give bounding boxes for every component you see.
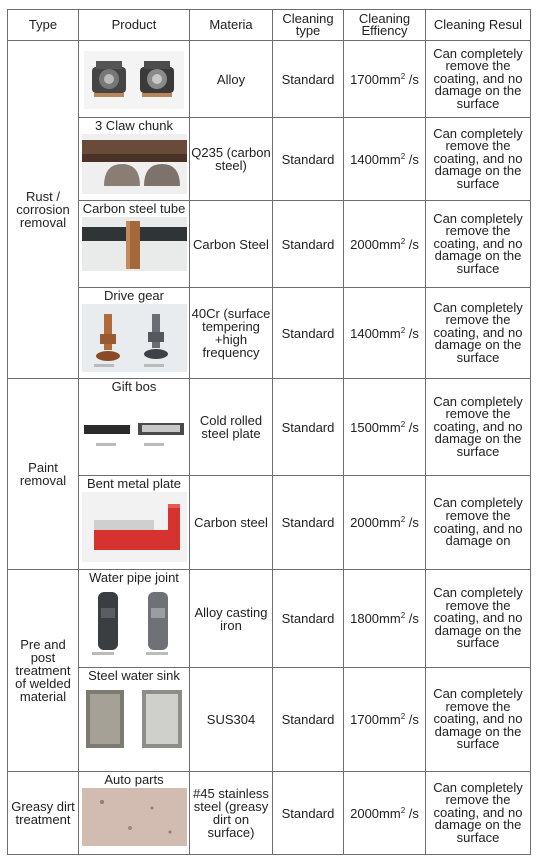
- material-cell: #45 stainless steel (greasy dirt on surface): [190, 772, 273, 855]
- cleaning-type-cell: Standard: [273, 476, 344, 570]
- table-row: [8, 476, 531, 570]
- efficiency-cell: [344, 201, 426, 288]
- efficiency-unit-exponent: 2: [400, 611, 406, 620]
- header-row: [8, 10, 531, 41]
- efficiency-value: 2000mm: [350, 236, 401, 252]
- product-cell: [79, 41, 190, 118]
- header-cleaning-type: Cleaning type: [273, 10, 344, 41]
- result-cell: Can completely remove the coating, and no damage on: [426, 476, 531, 570]
- efficiency-unit: /s: [405, 151, 419, 167]
- header-result: Cleaning Resul: [426, 10, 531, 41]
- product-cell: [79, 772, 190, 855]
- efficiency-value: 1800mm: [350, 611, 401, 626]
- table-row: [8, 668, 531, 772]
- efficiency-value: 2000mm: [350, 515, 401, 530]
- cleaning-spec-table-container: [7, 9, 530, 858]
- material-cell: Cold rolled steel plate: [190, 379, 273, 476]
- header-efficiency: Cleaning Effiency: [344, 10, 426, 41]
- efficiency-unit: /s: [405, 71, 419, 87]
- product-name: Steel water sink: [88, 668, 180, 683]
- efficiency-unit-exponent: 2: [400, 712, 406, 721]
- efficiency-value: 1700mm: [350, 71, 401, 87]
- result-cell: Can completely remove the coating, and no damage on the surface: [426, 288, 531, 379]
- type-cell: Pre and post treatment of welded material: [8, 570, 79, 772]
- type-cell: Rust / corrosion removal: [8, 41, 79, 379]
- bent-plate-photo: [82, 492, 187, 562]
- efficiency-unit: /s: [405, 325, 419, 341]
- efficiency-cell: [344, 288, 426, 379]
- result-cell: Can completely remove the coating, and no damage on the surface: [426, 379, 531, 476]
- cleaning-type-cell: Standard: [273, 772, 344, 855]
- table-row: [8, 570, 531, 668]
- material-cell: Q235 (carbon steel): [190, 118, 273, 201]
- efficiency-unit-exponent: 2: [400, 236, 406, 246]
- cleaning-type-cell: Standard: [273, 201, 344, 288]
- table-row: [8, 41, 531, 118]
- product-cell: [79, 379, 190, 476]
- cleaning-type-cell: Standard: [273, 668, 344, 772]
- result-cell: Can completely remove the coating, and no damage on the surface: [426, 118, 531, 201]
- product-name: Auto parts: [104, 772, 164, 787]
- cleaning-type-cell: Standard: [273, 41, 344, 118]
- pipe-joint-photo: [82, 586, 187, 660]
- table-row: [8, 118, 531, 201]
- steel-caps-photo: [82, 134, 187, 194]
- cleaning-type-cell: Standard: [273, 379, 344, 476]
- efficiency-cell: [344, 668, 426, 772]
- efficiency-unit-exponent: 2: [400, 71, 406, 81]
- result-cell: Can completely remove the coating, and no damage on the surface: [426, 668, 531, 772]
- efficiency-unit: /s: [405, 236, 419, 252]
- efficiency-cell: [344, 379, 426, 476]
- efficiency-unit-exponent: 2: [400, 151, 406, 161]
- material-cell: Carbon steel: [190, 476, 273, 570]
- efficiency-value: 1700mm: [350, 712, 401, 727]
- efficiency-cell: [344, 570, 426, 668]
- efficiency-unit-exponent: 2: [400, 419, 406, 429]
- efficiency-cell: [344, 476, 426, 570]
- efficiency-cell: [344, 118, 426, 201]
- header-product: Product: [79, 10, 190, 41]
- cleaning-type-cell: Standard: [273, 288, 344, 379]
- product-cell: [79, 288, 190, 379]
- efficiency-unit-exponent: 2: [400, 515, 406, 524]
- result-cell: Can completely remove the coating, and no damage on the surface: [426, 41, 531, 118]
- product-name: Gift bos: [111, 379, 157, 394]
- efficiency-unit: /s: [405, 712, 419, 727]
- efficiency-unit: /s: [405, 419, 419, 435]
- header-materia: Materia: [190, 10, 273, 41]
- efficiency-value: 1500mm: [350, 419, 401, 435]
- steel-tube-photo: [82, 217, 187, 271]
- table-row: [8, 772, 531, 855]
- efficiency-unit-exponent: 2: [400, 325, 406, 335]
- product-name: Water pipe joint: [89, 570, 179, 585]
- type-cell: Greasy dirt treatment: [8, 772, 79, 855]
- water-sink-photo: [82, 684, 187, 754]
- product-name: Bent metal plate: [87, 476, 181, 491]
- material-cell: Alloy: [190, 41, 273, 118]
- table-row: [8, 379, 531, 476]
- drive-gear-photo: [82, 304, 187, 372]
- efficiency-unit-exponent: 2: [400, 805, 406, 815]
- gift-box-photo: [82, 395, 187, 467]
- auto-parts-photo: [82, 788, 187, 846]
- product-cell: [79, 668, 190, 772]
- result-cell: Can completely remove the coating, and no damage on the surface: [426, 570, 531, 668]
- table-row: [8, 201, 531, 288]
- product-name: Carbon steel tube: [82, 201, 186, 216]
- product-name: Drive gear: [104, 288, 164, 303]
- material-cell: Carbon Steel: [190, 201, 273, 288]
- product-cell: [79, 570, 190, 668]
- efficiency-cell: [344, 772, 426, 855]
- efficiency-cell: [344, 41, 426, 118]
- result-cell: Can completely remove the coating, and no damage on the surface: [426, 772, 531, 855]
- motor-parts-photo: [84, 51, 184, 109]
- type-cell: Paint removal: [8, 379, 79, 570]
- efficiency-value: 1400mm: [350, 151, 401, 167]
- table-row: [8, 288, 531, 379]
- product-cell: [79, 476, 190, 570]
- cleaning-type-cell: Standard: [273, 118, 344, 201]
- efficiency-unit: /s: [405, 805, 419, 821]
- material-cell: Alloy casting iron: [190, 570, 273, 668]
- efficiency-value: 2000mm: [350, 805, 401, 821]
- product-cell: [79, 118, 190, 201]
- header-type: Type: [8, 10, 79, 41]
- efficiency-value: 1400mm: [350, 325, 401, 341]
- result-cell: Can completely remove the coating, and no damage on the surface: [426, 201, 531, 288]
- product-cell: [79, 201, 190, 288]
- cleaning-type-cell: Standard: [273, 570, 344, 668]
- material-cell: 40Cr (surface tempering +high frequency: [190, 288, 273, 379]
- cleaning-spec-table: [7, 9, 531, 855]
- efficiency-unit: /s: [405, 611, 419, 626]
- efficiency-unit: /s: [405, 515, 419, 530]
- material-cell: SUS304: [190, 668, 273, 772]
- product-name: 3 Claw chunk: [94, 118, 174, 133]
